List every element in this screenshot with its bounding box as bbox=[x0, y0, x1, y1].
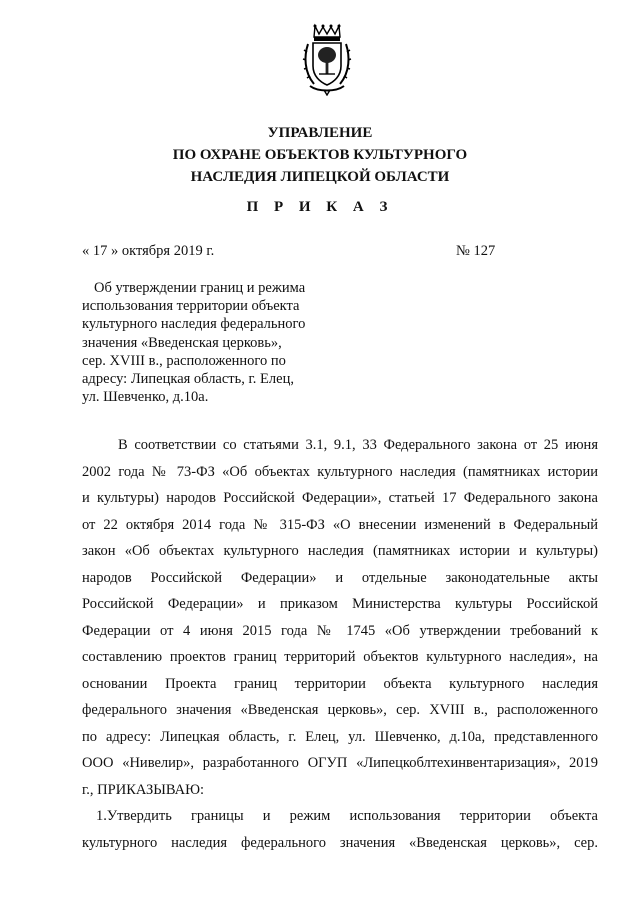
body-line: 1.Утвердить границы и режим использования территории объекта bbox=[96, 808, 598, 824]
body-line: народов Российской Федерации» и отдельные законодательные акты bbox=[82, 569, 598, 586]
body-line: составлению проектов границ территорий объектов культурного наследия», на bbox=[82, 649, 598, 665]
order-body bbox=[82, 432, 598, 856]
subject-line: адресу: Липецкая область, г. Елец, bbox=[82, 371, 294, 388]
body-line: В соответствии со статьями 3.1, 9.1, 33 Федерального закона от 25 июня bbox=[118, 437, 598, 453]
subject-line: использования территории объекта bbox=[82, 298, 300, 315]
body-line: по адресу: Липецкая область, г. Елец, ул. Шевченко, д.10а, представленного bbox=[82, 728, 598, 745]
body-line: закон «Об объектах культурного наследия (памятниках истории и культуры) bbox=[82, 543, 598, 559]
body-line: г., ПРИКАЗЫВАЮ: bbox=[82, 781, 205, 798]
body-line: культурного наследия федерального значения «Введенская церковь», сер. bbox=[82, 834, 598, 851]
subject-line: Об утверждении границ и режима bbox=[94, 280, 306, 296]
order-number: № 127 bbox=[456, 243, 496, 259]
organization-line: НАСЛЕДИЯ ЛИПЕЦКОЙ ОБЛАСТИ bbox=[190, 169, 450, 185]
organization-line: ПО ОХРАНЕ ОБЪЕКТОВ КУЛЬТУРНОГО bbox=[172, 147, 468, 163]
body-line: Российской Федерации» и приказом Министерства культуры Российской bbox=[82, 596, 598, 612]
subject-line: сер. XVIII в., расположенного по bbox=[82, 352, 286, 369]
order-subject bbox=[82, 279, 342, 406]
body-line: и культуры) народов Российской Федерации», статьей 17 Федерального закона bbox=[82, 490, 598, 506]
body-line: ООО «Нивелир», разработанного ОГУП «Липецкоблтехинвентаризация», 2019 bbox=[82, 755, 598, 771]
order-date: « 17 » октября 2019 г. bbox=[82, 243, 215, 259]
body-line: федерального значения «Введенская церковь», сер. XVIII в., расположенного bbox=[82, 702, 598, 718]
coat-of-arms-emblem bbox=[302, 22, 352, 96]
body-line: 2002 года № 73-ФЗ «Об объектах культурного наследия (памятниках истории bbox=[82, 463, 598, 480]
subject-line: ул. Шевченко, д.10а. bbox=[82, 389, 209, 406]
organization-name bbox=[0, 122, 640, 188]
subject-line: значения «Введенская церковь», bbox=[82, 334, 282, 351]
subject-line: культурного наследия федерального bbox=[82, 316, 306, 333]
organization-line: УПРАВЛЕНИЕ bbox=[267, 125, 373, 141]
body-line: от 22 октября 2014 года № 315-ФЗ «О внесении изменений в Федеральный bbox=[82, 516, 598, 533]
body-line: Федерации от 4 июня 2015 года № 1745 «Об утверждении требований к bbox=[82, 622, 598, 639]
body-line: основании Проекта границ территории объекта культурного наследия bbox=[82, 675, 598, 692]
document-type-title: П Р И К А З bbox=[246, 199, 394, 215]
